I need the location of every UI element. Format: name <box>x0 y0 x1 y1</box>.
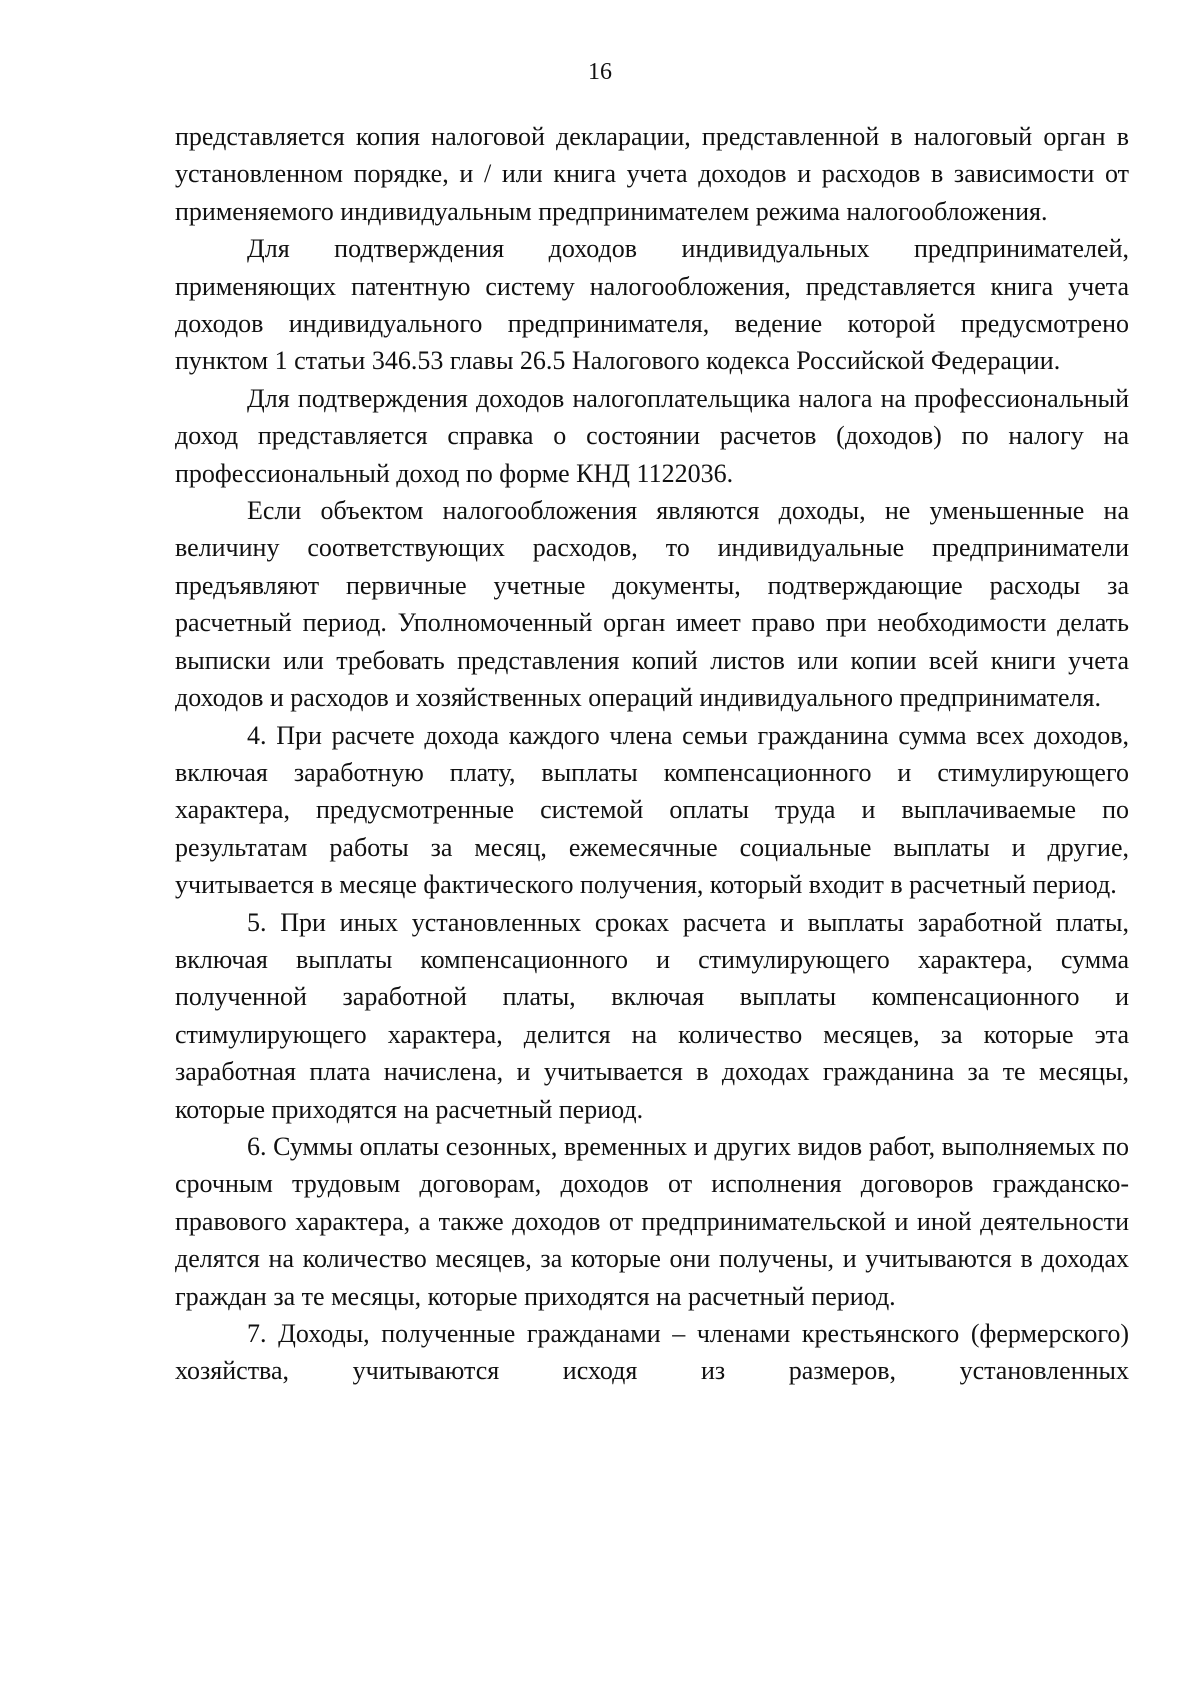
paragraph-item-7: 7. Доходы, полученные гражданами – членами крестьянского (фермерского) хозяйства, учитываются исходя из размеров, установленных <box>175 1319 1129 1386</box>
document-body <box>175 118 1129 1390</box>
paragraph-patent-system: Для подтверждения доходов индивидуальных предпринимателей, применяющих патентную систему налогообложения, представляется книга учета доходов индивидуального предпринимателя, ведение которой предусмотрено пунктом 1 статьи 346.53 главы 26.5 Налогового кодекса Российской Федерации. <box>175 234 1129 376</box>
paragraph-item-6: 6. Суммы оплаты сезонных, временных и других видов работ, выполняемых по срочным трудовым договорам, доходов от исполнения договоров гражданско-правового характера, а также доходов от предпринимательской и иной деятельности делятся на количество месяцев, за которые они получены, и учитываются в доходах граждан за те месяцы, которые приходятся на расчетный период. <box>175 1131 1129 1311</box>
paragraph-primary-documents: Если объектом налогообложения являются доходы, не уменьшенные на величину соответствующих расходов, то индивидуальные предприниматели предъявляют первичные учетные документы, подтверждающие расходы за расчетный период. Уполномоченный орган имеет право при необходимости делать выписки или требовать представления копий листов или копии всей книги учета доходов и расходов и хозяйственных операций индивидуального предпринимателя. <box>175 496 1129 713</box>
paragraph-item-4: 4. При расчете дохода каждого члена семьи гражданина сумма всех доходов, включая заработную плату, выплаты компенсационного и стимулирующего характера, предусмотренные системой оплаты труда и выплачиваемые по результатам работы за месяц, ежемесячные социальные выплаты и другие, учитывается в месяце фактического получения, который входит в расчетный период. <box>175 720 1129 900</box>
paragraph-professional-income: Для подтверждения доходов налогоплательщика налога на профессиональный доход представляется справка о состоянии расчетов (доходов) по налогу на профессиональный доход по форме КНД 1122036. <box>175 383 1129 488</box>
page-number: 16 <box>588 59 612 85</box>
paragraph-item-5: 5. При иных установленных сроках расчета и выплаты заработной платы, включая выплаты компенсационного и стимулирующего характера, сумма полученной заработной платы, включая выплаты компенсационного и стимулирующего характера, делится на количество месяцев, за которые эта заработная плата начислена, и учитывается в доходах гражданина за те месяцы, которые приходятся на расчетный период. <box>175 907 1129 1124</box>
paragraph-continuation: представляется копия налоговой декларации, представленной в налоговый орган в установленном порядке, и / или книга учета доходов и расходов в зависимости от применяемого индивидуальным предпринимателем режима налогообложения. <box>175 122 1129 226</box>
